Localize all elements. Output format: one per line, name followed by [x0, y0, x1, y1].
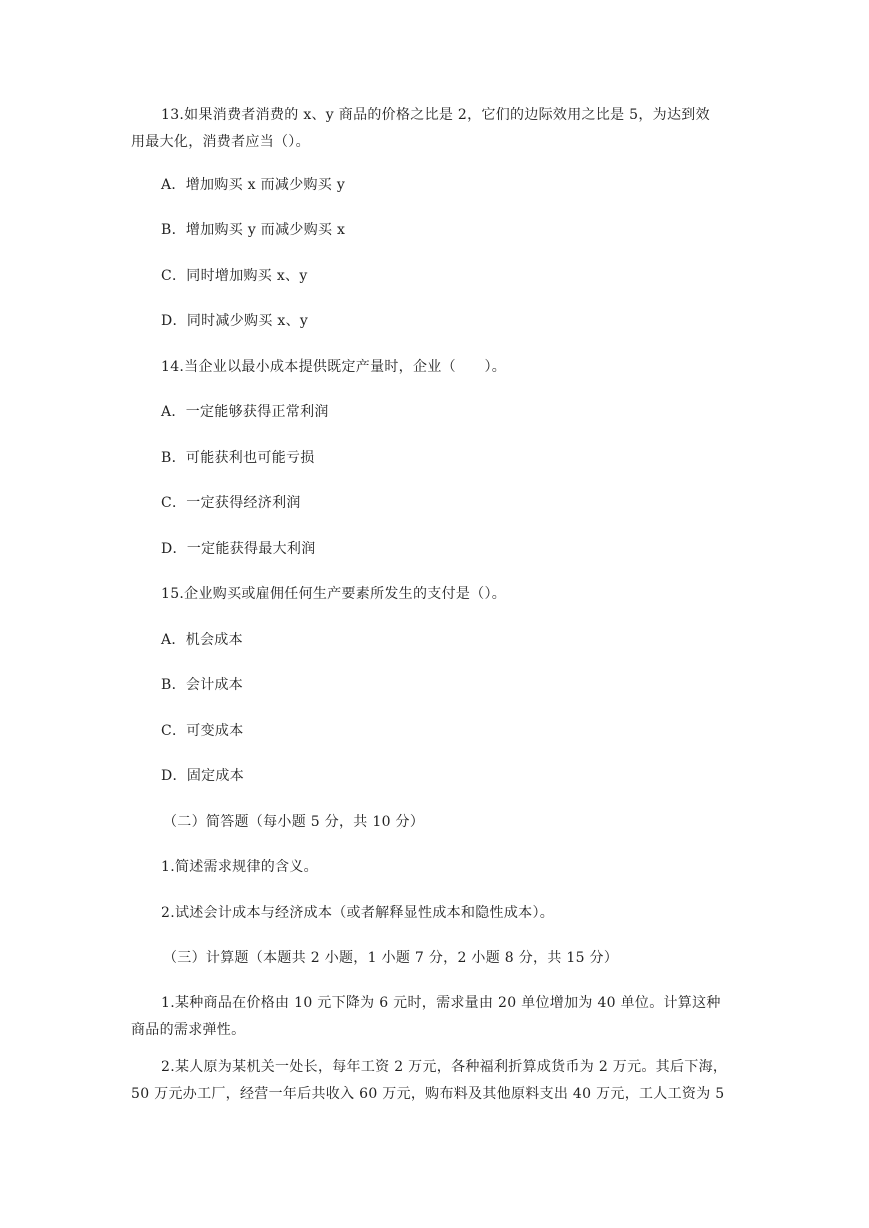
- question-14-stem: 14.当企业以最小成本提供既定产量时，企业（ ）。: [161, 359, 507, 375]
- calculation-question-1-line-1: 1.某种商品在价格由 10 元下降为 6 元时，需求量由 20 单位增加为 40 单位。计算这种: [161, 995, 721, 1011]
- short-answer-question-1: 1.简述需求规律的含义。: [161, 859, 318, 875]
- question-13-option-d: D．同时减少购买 x、y: [161, 313, 309, 329]
- calculation-section-heading: （三）计算题（本题共 2 小题，1 小题 7 分，2 小题 8 分，共 15 分）: [163, 950, 619, 966]
- short-answer-question-2: 2.试述会计成本与经济成本（或者解释显性成本和隐性成本）。: [161, 905, 555, 921]
- question-13-option-b: B．增加购买 y 而减少购买 x: [161, 222, 346, 238]
- question-14-option-b: B．可能获利也可能亏损: [161, 450, 315, 466]
- question-15-option-a: A．机会成本: [161, 632, 243, 648]
- calculation-question-1-line-2: 商品的需求弹性。: [131, 1022, 246, 1038]
- question-13-stem-line-2: 用最大化，消费者应当（）。: [131, 134, 310, 150]
- question-13-option-a: A．增加购买 x 而减少购买 y: [161, 177, 346, 193]
- question-14-option-a: A．一定能够获得正常利润: [161, 404, 329, 420]
- question-14-option-d: D．一定能获得最大利润: [161, 541, 316, 557]
- question-13-option-c: C．同时增加购买 x、y: [161, 268, 308, 284]
- question-14-option-c: C．一定获得经济利润: [161, 495, 301, 511]
- calculation-question-2-line-2: 50 万元办工厂，经营一年后共收入 60 万元，购布料及其他原料支出 40 万元，工人工资为 5: [131, 1086, 725, 1102]
- question-15-option-d: D．固定成本: [161, 768, 245, 784]
- short-answer-section-heading: （二）简答题（每小题 5 分，共 10 分）: [163, 814, 425, 830]
- question-15-stem: 15.企业购买或雇佣任何生产要素所发生的支付是（）。: [161, 586, 507, 602]
- calculation-question-2-line-1: 2.某人原为某机关一处长，每年工资 2 万元，各种福利折算成货币为 2 万元。其后下海，: [161, 1059, 728, 1075]
- question-15-option-b: B．会计成本: [161, 677, 244, 693]
- question-15-option-c: C．可变成本: [161, 723, 244, 739]
- question-13-stem-line-1: 13.如果消费者消费的 x、y 商品的价格之比是 2，它们的边际效用之比是 5，为达到效: [161, 107, 710, 123]
